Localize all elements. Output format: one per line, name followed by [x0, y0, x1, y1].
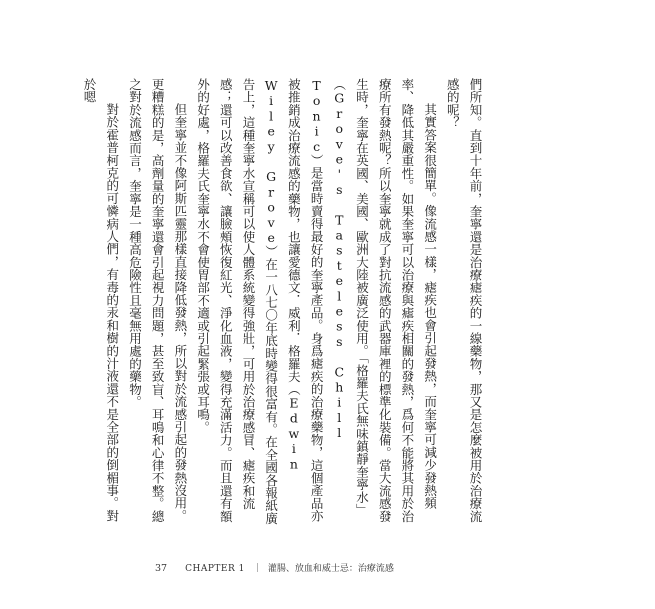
body-text	[82, 78, 486, 528]
chapter-title: 灌腸、放血和威士忌：治療流感	[267, 564, 394, 574]
paragraph-2: 其實答案很簡單。像流感一樣，瘧疾也會引起發熱，而奎寧可減少發熱頻率、降低其嚴重性。如果奎寧可以治療與瘧疾相關的發熱，爲何不能將其用於治療所有發熱呢？所以奎寧就成了對抗流感的武器庫裡的標準化裝備。當大流感發生時，奎寧在英國、美國、歐洲大陸被廣泛使用。「格羅夫氏無味鎮靜奎寧水」（Grove's Tasteless Chill Tonic）是當時賣得最好的奎寧產品。身爲瘧疾的治療藥物，這個產品亦被推銷成治療流感的藥物，也讓愛德文．威利．格羅夫（Edwin Wiley Grove）在一八七〇年底時變得很富有。在全國各報紙廣告上，這種奎寧水宣稱可以使人體系統變得強壯，可用於治療感冒、瘧疾和流感；還可以改善食欲、讓臉頰恢復紅光、淨化血液，變得充滿活力。而且還有額外的好處，格羅夫氏奎寧水不會使胃部不適或引起緊張或耳鳴。	[195, 78, 438, 525]
paragraph-3: 但奎寧並不像阿斯匹靈那樣直接降低發熱，所以對於流感引起的發熱沒用。更糟糕的是，高劑量的奎寧還會引起視力問題，甚至致盲、耳鳴和心律不整。總之對於流感而言，奎寧是一種高危險性且毫無用處的藥物。	[127, 78, 188, 523]
paragraph-4: 對於霍普柯克的可憐病人們，有毒的汞和樹的汁液還不是全部的倒楣事。對於嗯	[82, 78, 120, 523]
page-number: 37	[155, 563, 168, 574]
paragraph-1: 們所知。直到十年前，奎寧還是治療瘧疾的一線藥物，那又是怎麼被用於治療流感的呢？	[445, 78, 483, 523]
footer-separator: ｜	[252, 564, 262, 574]
chapter-label: CHAPTER 1	[185, 564, 245, 574]
page-footer	[155, 562, 394, 576]
